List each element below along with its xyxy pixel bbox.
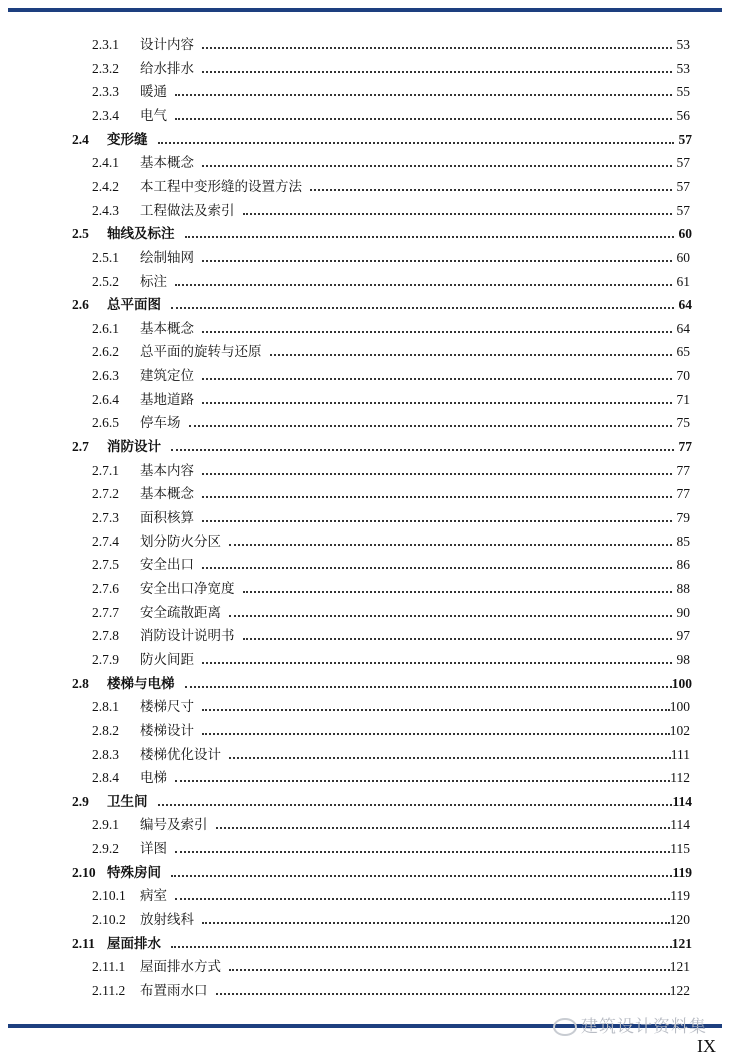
toc-subsection-entry[interactable]	[92, 907, 690, 929]
entry-number: 2.8.2	[92, 722, 119, 738]
entry-number: 2.10	[72, 864, 96, 880]
toc-subsection-entry[interactable]	[92, 954, 690, 976]
entry-page: 57	[676, 155, 690, 171]
entry-page: 122	[669, 983, 690, 998]
entry-title: 屋面排水	[107, 935, 161, 951]
entry-number: 2.8	[72, 675, 89, 691]
dot-leader	[229, 615, 672, 617]
dot-leader	[158, 142, 675, 144]
entry-page: 120	[669, 912, 690, 928]
entry-page: 53	[676, 37, 690, 52]
entry-page: 111	[670, 746, 690, 762]
entry-number: 2.5	[72, 226, 89, 242]
dot-leader	[202, 567, 672, 569]
entry-page: 112	[670, 770, 690, 786]
entry-title: 电梯	[140, 770, 167, 786]
entry-page: 121	[669, 959, 690, 975]
entry-page: 85	[676, 533, 690, 549]
dot-leader	[202, 165, 672, 167]
toc-subsection-entry[interactable]	[92, 978, 690, 1000]
entry-title: 卫生间	[107, 793, 148, 809]
dot-leader	[310, 189, 672, 191]
toc-subsection-entry[interactable]	[92, 694, 690, 716]
dot-leader	[202, 709, 670, 711]
entry-title: 安全疏散距离	[140, 604, 221, 620]
entry-page: 115	[670, 841, 690, 857]
dot-leader	[202, 733, 670, 735]
entry-number: 2.6.5	[92, 415, 119, 431]
entry-number: 2.8.3	[92, 746, 119, 762]
entry-number: 2.4.1	[92, 155, 119, 171]
entry-title: 变形缝	[107, 131, 148, 147]
entry-number: 2.8.4	[92, 770, 119, 786]
dot-leader	[202, 402, 672, 404]
toc-subsection-entry[interactable]	[92, 150, 690, 172]
entry-number: 2.9.2	[92, 841, 119, 857]
entry-page: 60	[676, 249, 690, 265]
entry-page: 100	[669, 699, 690, 715]
toc-subsection-entry[interactable]	[92, 339, 690, 361]
entry-number: 2.9.1	[92, 817, 119, 833]
toc-subsection-entry[interactable]	[92, 576, 690, 598]
entry-number: 2.6.3	[92, 368, 119, 384]
entry-number: 2.7	[72, 439, 89, 455]
entry-title: 安全出口净宽度	[140, 580, 235, 596]
toc-subsection-entry[interactable]	[92, 387, 690, 409]
watermark	[553, 1012, 707, 1037]
entry-title: 面积核算	[140, 510, 194, 525]
entry-number: 2.7.3	[92, 510, 119, 525]
dot-leader	[243, 591, 673, 593]
entry-number: 2.7.8	[92, 628, 119, 644]
toc-section-entry[interactable]	[72, 221, 692, 243]
entry-page: 57	[676, 178, 690, 194]
dot-leader	[229, 544, 672, 546]
entry-title: 消防设计说明书	[140, 628, 235, 644]
entry-title: 楼梯尺寸	[140, 699, 194, 715]
entry-page: 119	[672, 864, 692, 880]
entry-number: 2.6	[72, 297, 89, 313]
dot-leader	[158, 804, 673, 806]
dot-leader	[171, 875, 672, 877]
toc-subsection-entry[interactable]	[92, 529, 690, 551]
entry-number: 2.3.1	[92, 37, 119, 52]
entry-title: 暖通	[140, 84, 167, 100]
page-number: IX	[697, 1036, 716, 1056]
toc-subsection-entry[interactable]	[92, 742, 690, 764]
toc-section-entry[interactable]	[72, 434, 692, 456]
entry-page: 55	[676, 84, 690, 100]
toc-subsection-entry[interactable]	[92, 505, 690, 527]
dot-leader	[175, 118, 672, 120]
entry-title: 防火间距	[140, 651, 194, 667]
entry-number: 2.3.4	[92, 107, 119, 123]
watermark-text: 建筑设计资料集	[581, 1017, 707, 1037]
dot-leader	[202, 520, 672, 522]
entry-page: 64	[676, 320, 690, 336]
dot-leader	[185, 236, 675, 238]
entry-number: 2.6.1	[92, 320, 119, 336]
entry-number: 2.9	[72, 793, 89, 809]
toc-subsection-entry[interactable]	[92, 718, 690, 740]
entry-title: 编号及索引	[140, 817, 208, 833]
entry-page: 53	[676, 60, 690, 76]
entry-number: 2.5.2	[92, 273, 119, 289]
entry-title: 电气	[140, 107, 167, 123]
dot-leader	[171, 946, 672, 948]
dot-leader	[175, 851, 670, 853]
entry-title: 消防设计	[107, 439, 161, 455]
dot-leader	[216, 993, 670, 995]
entry-title: 总平面的旋转与还原	[140, 344, 262, 360]
toc-section-entry[interactable]	[72, 860, 692, 882]
entry-title: 楼梯优化设计	[140, 746, 221, 762]
dot-leader	[175, 94, 672, 96]
entry-page: 102	[669, 722, 690, 738]
dot-leader	[243, 213, 673, 215]
entry-number: 2.7.4	[92, 533, 119, 549]
entry-page: 100	[671, 675, 692, 691]
toc-subsection-entry[interactable]	[92, 269, 690, 291]
toc-subsection-entry[interactable]	[92, 458, 690, 480]
entry-title: 屋面排水方式	[140, 959, 221, 975]
dot-leader	[202, 496, 672, 498]
entry-number: 2.7.2	[92, 486, 119, 502]
entry-page: 60	[678, 226, 692, 242]
entry-title: 划分防火分区	[140, 533, 221, 549]
entry-number: 2.7.9	[92, 651, 119, 667]
toc-subsection-entry[interactable]	[92, 198, 690, 220]
entry-number: 2.4.2	[92, 178, 119, 194]
toc-subsection-entry[interactable]	[92, 174, 690, 196]
entry-page: 114	[672, 793, 692, 809]
entry-number: 2.10.2	[92, 912, 126, 928]
entry-number: 2.3.2	[92, 60, 119, 76]
entry-title: 标注	[140, 273, 167, 289]
entry-title: 楼梯与电梯	[107, 675, 175, 691]
entry-page: 57	[678, 131, 692, 147]
entry-number: 2.7.5	[92, 557, 119, 573]
dot-leader	[189, 425, 673, 427]
entry-number: 2.8.1	[92, 699, 119, 715]
toc-subsection-entry[interactable]	[92, 410, 690, 432]
toc-subsection-entry[interactable]	[92, 765, 690, 787]
entry-page: 61	[676, 273, 690, 289]
dot-leader	[202, 47, 672, 49]
entry-number: 2.11.1	[92, 959, 126, 975]
entry-title: 停车场	[140, 415, 181, 431]
toc-subsection-entry[interactable]	[92, 245, 690, 267]
entry-number: 2.7.6	[92, 580, 119, 596]
entry-title: 安全出口	[140, 557, 194, 573]
entry-page: 77	[676, 462, 690, 478]
toc-subsection-entry[interactable]	[92, 623, 690, 645]
entry-page: 65	[676, 344, 690, 360]
entry-page: 90	[676, 604, 690, 620]
toc-subsection-entry[interactable]	[92, 836, 690, 858]
toc-section-entry[interactable]	[72, 931, 692, 953]
entry-number: 2.4.3	[92, 202, 119, 218]
toc-subsection-entry[interactable]	[92, 883, 690, 905]
toc-subsection-entry[interactable]	[92, 56, 690, 78]
toc-section-entry[interactable]	[72, 671, 692, 693]
header-rule	[8, 8, 722, 12]
entry-number: 2.6.2	[92, 344, 119, 360]
dot-leader	[229, 969, 670, 971]
dot-leader	[185, 686, 672, 688]
dot-leader	[229, 757, 671, 759]
entry-page: 77	[676, 486, 690, 502]
entry-title: 详图	[140, 841, 167, 857]
toc-section-entry[interactable]	[72, 789, 692, 811]
entry-page: 64	[678, 297, 692, 313]
entry-title: 布置雨水口	[140, 983, 208, 998]
toc-subsection-entry[interactable]	[92, 103, 690, 125]
toc-subsection-entry[interactable]	[92, 481, 690, 503]
dot-leader	[202, 331, 672, 333]
toc-section-entry[interactable]	[72, 292, 692, 314]
entry-title: 轴线及标注	[107, 226, 175, 242]
dot-leader	[216, 827, 671, 829]
entry-number: 2.11	[72, 935, 95, 951]
entry-page: 75	[676, 415, 690, 431]
dot-leader	[202, 260, 672, 262]
entry-number: 2.10.1	[92, 888, 126, 904]
entry-page: 98	[676, 651, 690, 667]
entry-title: 基地道路	[140, 391, 194, 407]
entry-title: 设计内容	[140, 37, 194, 52]
entry-number: 2.11.2	[92, 983, 126, 998]
toc-subsection-entry[interactable]	[92, 812, 690, 834]
entry-title: 工程做法及索引	[140, 202, 235, 218]
entry-page: 88	[676, 580, 690, 596]
entry-page: 119	[670, 888, 690, 904]
entry-title: 建筑定位	[140, 368, 194, 384]
entry-title: 总平面图	[107, 297, 161, 313]
toc-subsection-entry[interactable]	[92, 600, 690, 622]
dot-leader	[171, 449, 674, 451]
entry-title: 绘制轴网	[140, 249, 194, 265]
entry-page: 86	[676, 557, 690, 573]
entry-title: 基本内容	[140, 462, 194, 478]
entry-page: 77	[678, 439, 692, 455]
entry-page: 71	[676, 391, 690, 407]
entry-page: 70	[676, 368, 690, 384]
entry-title: 放射线科	[140, 912, 194, 928]
dot-leader	[270, 354, 673, 356]
dot-leader	[175, 780, 670, 782]
entry-number: 2.4	[72, 131, 89, 147]
dot-leader	[202, 922, 670, 924]
dot-leader	[202, 473, 672, 475]
wechat-icon	[553, 1018, 577, 1036]
dot-leader	[243, 638, 673, 640]
toc-subsection-entry[interactable]	[92, 647, 690, 669]
entry-number: 2.5.1	[92, 249, 119, 265]
entry-title: 基本概念	[140, 486, 194, 502]
entry-title: 本工程中变形缝的设置方法	[140, 178, 302, 194]
dot-leader	[175, 898, 670, 900]
entry-title: 病室	[140, 888, 167, 904]
toc-subsection-entry[interactable]	[92, 316, 690, 338]
toc-subsection-entry[interactable]	[92, 32, 690, 54]
entry-page: 79	[676, 510, 690, 525]
dot-leader	[202, 662, 672, 664]
entry-title: 基本概念	[140, 155, 194, 171]
dot-leader	[171, 307, 674, 309]
entry-number: 2.3.3	[92, 84, 119, 100]
dot-leader	[175, 284, 672, 286]
toc-subsection-entry[interactable]	[92, 79, 690, 101]
entry-title: 给水排水	[140, 60, 194, 76]
entry-page: 56	[676, 107, 690, 123]
entry-page: 57	[676, 202, 690, 218]
entry-title: 楼梯设计	[140, 722, 194, 738]
entry-number: 2.7.1	[92, 462, 119, 478]
entry-page: 114	[670, 817, 690, 833]
entry-title: 基本概念	[140, 320, 194, 336]
toc-section-entry[interactable]	[72, 127, 692, 149]
dot-leader	[202, 378, 672, 380]
toc-subsection-entry[interactable]	[92, 363, 690, 385]
entry-title: 特殊房间	[107, 864, 161, 880]
entry-page: 121	[671, 935, 692, 951]
dot-leader	[202, 71, 672, 73]
entry-number: 2.6.4	[92, 391, 119, 407]
entry-number: 2.7.7	[92, 604, 119, 620]
entry-page: 97	[676, 628, 690, 644]
toc-subsection-entry[interactable]	[92, 552, 690, 574]
